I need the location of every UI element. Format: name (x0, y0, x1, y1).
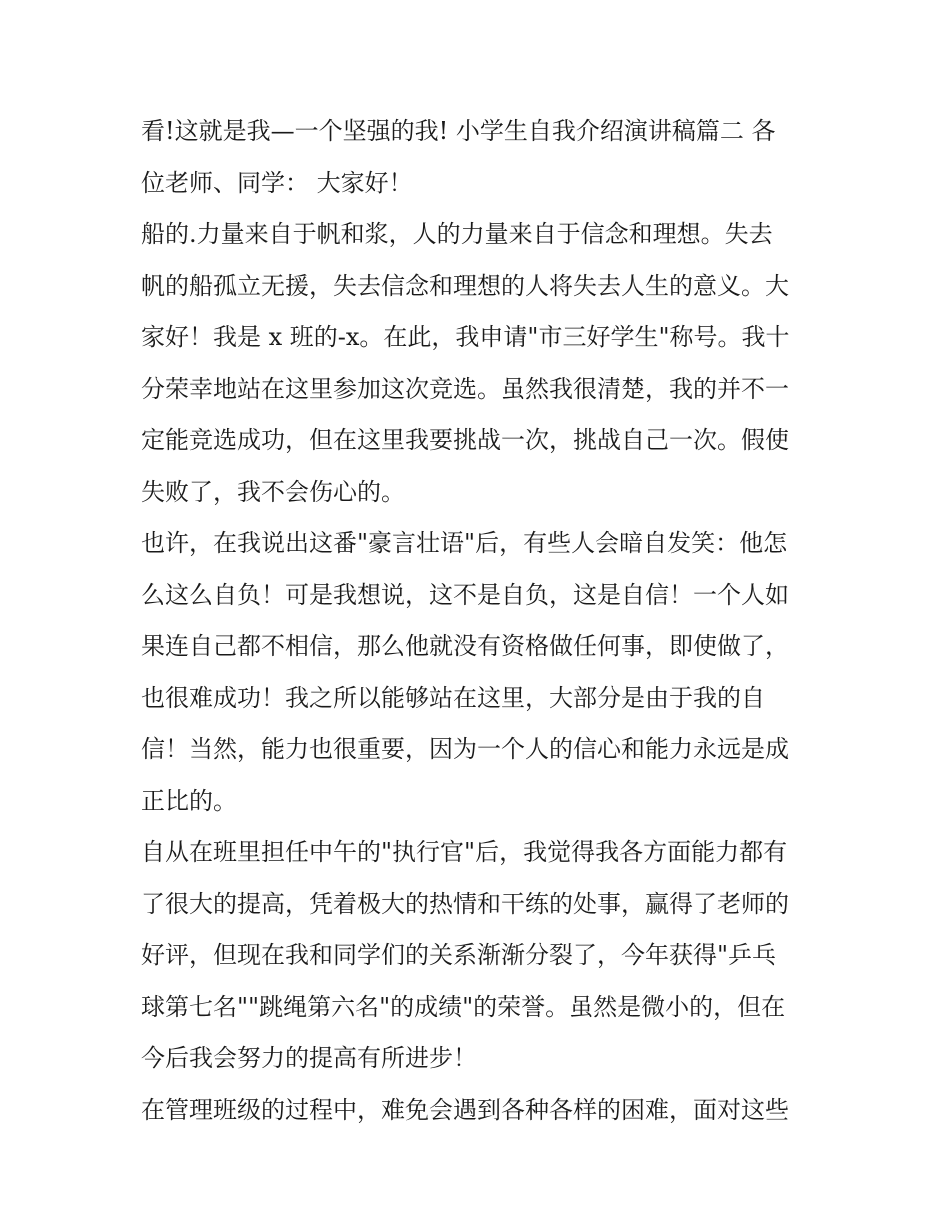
text-line: 也许，在我说出这番"豪言壮语"后，有些人会暗自发笑：他怎 (141, 529, 788, 557)
text-line: 在管理班级的过程中，难免会遇到各种各样的困难，面对这些 (141, 1095, 789, 1124)
speech-text (141, 106, 821, 1136)
text-line: 球第七名""跳绳第六名"的成绩"的荣誉。虽然是微小的，但在 (141, 992, 786, 1021)
text-line: 船的.力量来自于帆和浆，人的力量来自于信念和理想。失去 (141, 220, 773, 248)
text-line: 位老师、同学： 大家好！ (141, 168, 413, 197)
text-line: 了很大的提高，凭着极大的热情和干练的处事，赢得了老师的 (141, 889, 789, 918)
text-line: 帆的船孤立无援，失去信念和理想的人将失去人生的意义。大 (141, 271, 789, 300)
text-line: 果连自己都不相信，那么他就没有资格做任何事，即使做了， (141, 632, 789, 660)
text-line: 好评，但现在我和同学们的关系渐渐分裂了，今年获得"乒乓 (141, 941, 777, 969)
text-line: 也很难成功！我之所以能够站在这里，大部分是由于我的自 (141, 683, 765, 712)
text-line: 自从在班里担任中午的"执行官"后，我觉得我各方面能力都有 (141, 838, 788, 866)
text-line: 定能竞选成功，但在这里我要挑战一次，挑战自己一次。假使 (141, 426, 789, 454)
text-line: 信！当然，能力也很重要，因为一个人的信心和能力永远是成 (141, 735, 789, 763)
text-line: 看!这就是我—一个坚强的我! 小学生自我介绍演讲稿篇二 各 (141, 117, 776, 145)
text-line: 么这么自负！可是我想说，这不是自负，这是自信！一个人如 (141, 580, 789, 609)
text-line: 家好！我是 x 班的-x。在此，我申请"市三好学生"称号。我十 (141, 323, 790, 351)
text-line: 分荣幸地站在这里参加这次竞选。虽然我很清楚，我的并不一 (141, 374, 789, 403)
text-line: 失败了，我不会伤心的。 (141, 477, 405, 506)
text-line: 正比的。 (141, 786, 237, 815)
text-line: 今后我会努力的提高有所进步！ (141, 1044, 477, 1072)
